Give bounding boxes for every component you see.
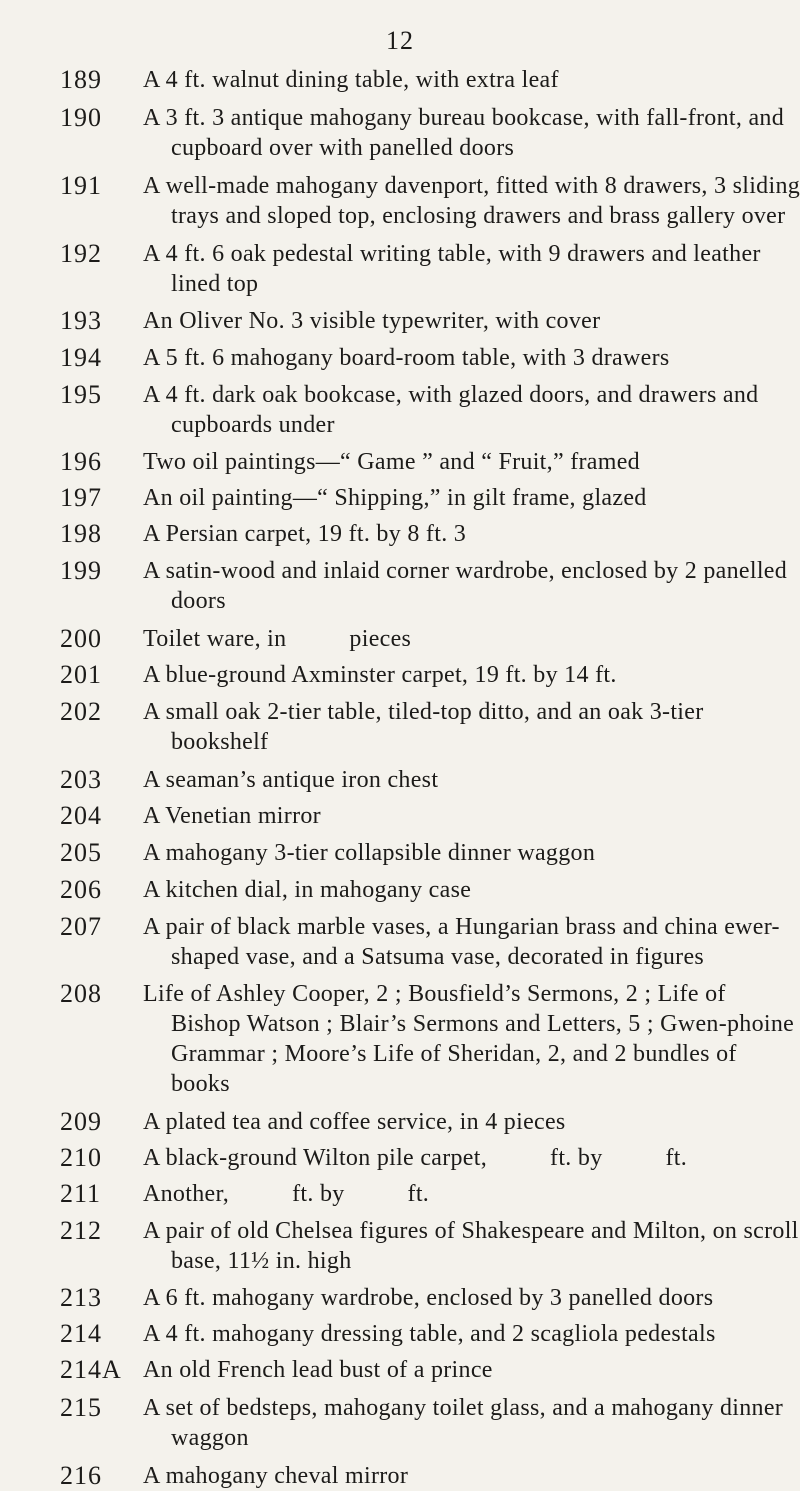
lot-number: 211: [60, 1179, 102, 1208]
lot-description: A Persian carpet, 19 ft. by 8 ft. 3: [143, 521, 467, 547]
lot-entry: [0, 1283, 800, 1313]
lot-number: 197: [60, 483, 102, 512]
lot-number: 191: [60, 171, 102, 200]
lot-entry: [0, 1393, 800, 1453]
lot-number: 213: [60, 1283, 102, 1312]
lot-list: [0, 58, 800, 1491]
lot-entry: [0, 697, 800, 757]
lot-description: A 4 ft. walnut dining table, with extra leaf: [143, 67, 559, 93]
lot-entry: [0, 171, 800, 231]
lot-description: A black-ground Wilton pile carpet, ft. by ft.: [143, 1145, 688, 1171]
lot-number: 206: [60, 875, 102, 904]
lot-description: A 5 ft. 6 mahogany board-room table, with 3 drawers: [143, 345, 670, 371]
lot-entry: [0, 979, 800, 1099]
lot-description: An Oliver No. 3 visible typewriter, with cover: [143, 308, 601, 334]
lot-entry: [0, 556, 800, 616]
lot-entry: [0, 912, 800, 972]
lot-number: 198: [60, 519, 102, 548]
lot-number: 203: [60, 765, 102, 794]
lot-number: 214: [60, 1319, 102, 1348]
lot-description: A mahogany cheval mirror: [143, 1463, 409, 1489]
lot-entry: [0, 765, 800, 795]
lot-entry: [0, 306, 800, 336]
lot-description: A 4 ft. mahogany dressing table, and 2 scagliola pedestals: [143, 1321, 716, 1347]
lot-description: Another, ft. by ft.: [143, 1181, 430, 1207]
lot-entry: [0, 1143, 800, 1173]
lot-entry: [0, 343, 800, 373]
lot-number: 209: [60, 1107, 102, 1136]
lot-entry: [0, 1461, 800, 1491]
lot-entry: [0, 239, 800, 299]
page-number: 12: [386, 26, 414, 55]
lot-entry: [0, 801, 800, 831]
lot-number: 207: [60, 912, 102, 941]
lot-description: A satin-wood and inlaid corner wardrobe, enclosed by 2 panelled doors: [143, 558, 794, 614]
lot-number: 194: [60, 343, 102, 372]
lot-number: 190: [60, 103, 102, 132]
lot-entry: [0, 483, 800, 513]
lot-description: A pair of old Chelsea figures of Shakespeare and Milton, on scroll base, 11½ in. high: [143, 1218, 799, 1274]
lot-entry: [0, 103, 800, 163]
lot-number: 201: [60, 660, 102, 689]
lot-entry: [0, 1355, 800, 1385]
lot-description: A 4 ft. dark oak bookcase, with glazed doors, and drawers and cupboards under: [143, 382, 765, 438]
lot-entry: [0, 65, 800, 95]
lot-description: An oil painting—“ Shipping,” in gilt frame, glazed: [143, 485, 647, 511]
lot-entry: [0, 447, 800, 477]
lot-description: Toilet ware, in pieces: [143, 626, 412, 652]
lot-description: A 4 ft. 6 oak pedestal writing table, with 9 drawers and leather lined top: [143, 241, 767, 297]
lot-number: 192: [60, 239, 102, 268]
lot-description: A small oak 2-tier table, tiled-top ditto, and an oak 3-tier bookshelf: [143, 699, 710, 755]
lot-description: Life of Ashley Cooper, 2 ; Bousfield’s Sermons, 2 ; Life of Bishop Watson ; Blair’s Sermons and Letters, 5 ; Gwen-phoine Grammar ; Moore’s Life of Sheridan, 2, and 2 bundles of books: [143, 981, 800, 1097]
lot-number: 199: [60, 556, 102, 585]
lot-description: A kitchen dial, in mahogany case: [143, 877, 472, 903]
lot-description: A well-made mahogany davenport, fitted with 8 drawers, 3 sliding trays and sloped top, enclosing drawers and brass gallery over: [143, 173, 800, 229]
lot-entry: [0, 1319, 800, 1349]
lot-description: An old French lead bust of a prince: [143, 1357, 493, 1383]
lot-number: 210: [60, 1143, 102, 1172]
lot-entry: [0, 838, 800, 868]
lot-entry: [0, 624, 800, 654]
lot-entry: [0, 1216, 800, 1276]
lot-description: Two oil paintings—“ Game ” and “ Fruit,” framed: [143, 449, 640, 475]
lot-description: A mahogany 3-tier collapsible dinner waggon: [143, 840, 596, 866]
lot-entry: [0, 1107, 800, 1137]
lot-description: A blue-ground Axminster carpet, 19 ft. by 14 ft.: [143, 662, 617, 688]
lot-entry: [0, 519, 800, 549]
lot-number: 204: [60, 801, 102, 830]
lot-number: 189: [60, 65, 102, 94]
lot-entry: [0, 875, 800, 905]
lot-description: A 3 ft. 3 antique mahogany bureau bookcase, with fall-front, and cupboard over with panelled doors: [143, 105, 791, 161]
lot-description: A seaman’s antique iron chest: [143, 767, 439, 793]
lot-description: A plated tea and coffee service, in 4 pieces: [143, 1109, 566, 1135]
lot-number: 212: [60, 1216, 102, 1245]
lot-description: A set of bedsteps, mahogany toilet glass, and a mahogany dinner waggon: [143, 1395, 790, 1451]
lot-number: 193: [60, 306, 102, 335]
lot-entry: [0, 1179, 800, 1209]
lot-number: 214A: [60, 1355, 122, 1384]
lot-description: A Venetian mirror: [143, 803, 321, 829]
lot-entry: [0, 380, 800, 440]
lot-number: 196: [60, 447, 102, 476]
lot-number: 202: [60, 697, 102, 726]
lot-entry: [0, 660, 800, 690]
lot-number: 200: [60, 624, 102, 653]
lot-number: 216: [60, 1461, 102, 1490]
lot-number: 208: [60, 979, 102, 1008]
lot-description: A pair of black marble vases, a Hungarian brass and china ewer-shaped vase, and a Satsuma vase, decorated in figures: [143, 914, 780, 970]
lot-number: 195: [60, 380, 102, 409]
lot-description: A 6 ft. mahogany wardrobe, enclosed by 3 panelled doors: [143, 1285, 714, 1311]
lot-number: 215: [60, 1393, 102, 1422]
lot-number: 205: [60, 838, 102, 867]
